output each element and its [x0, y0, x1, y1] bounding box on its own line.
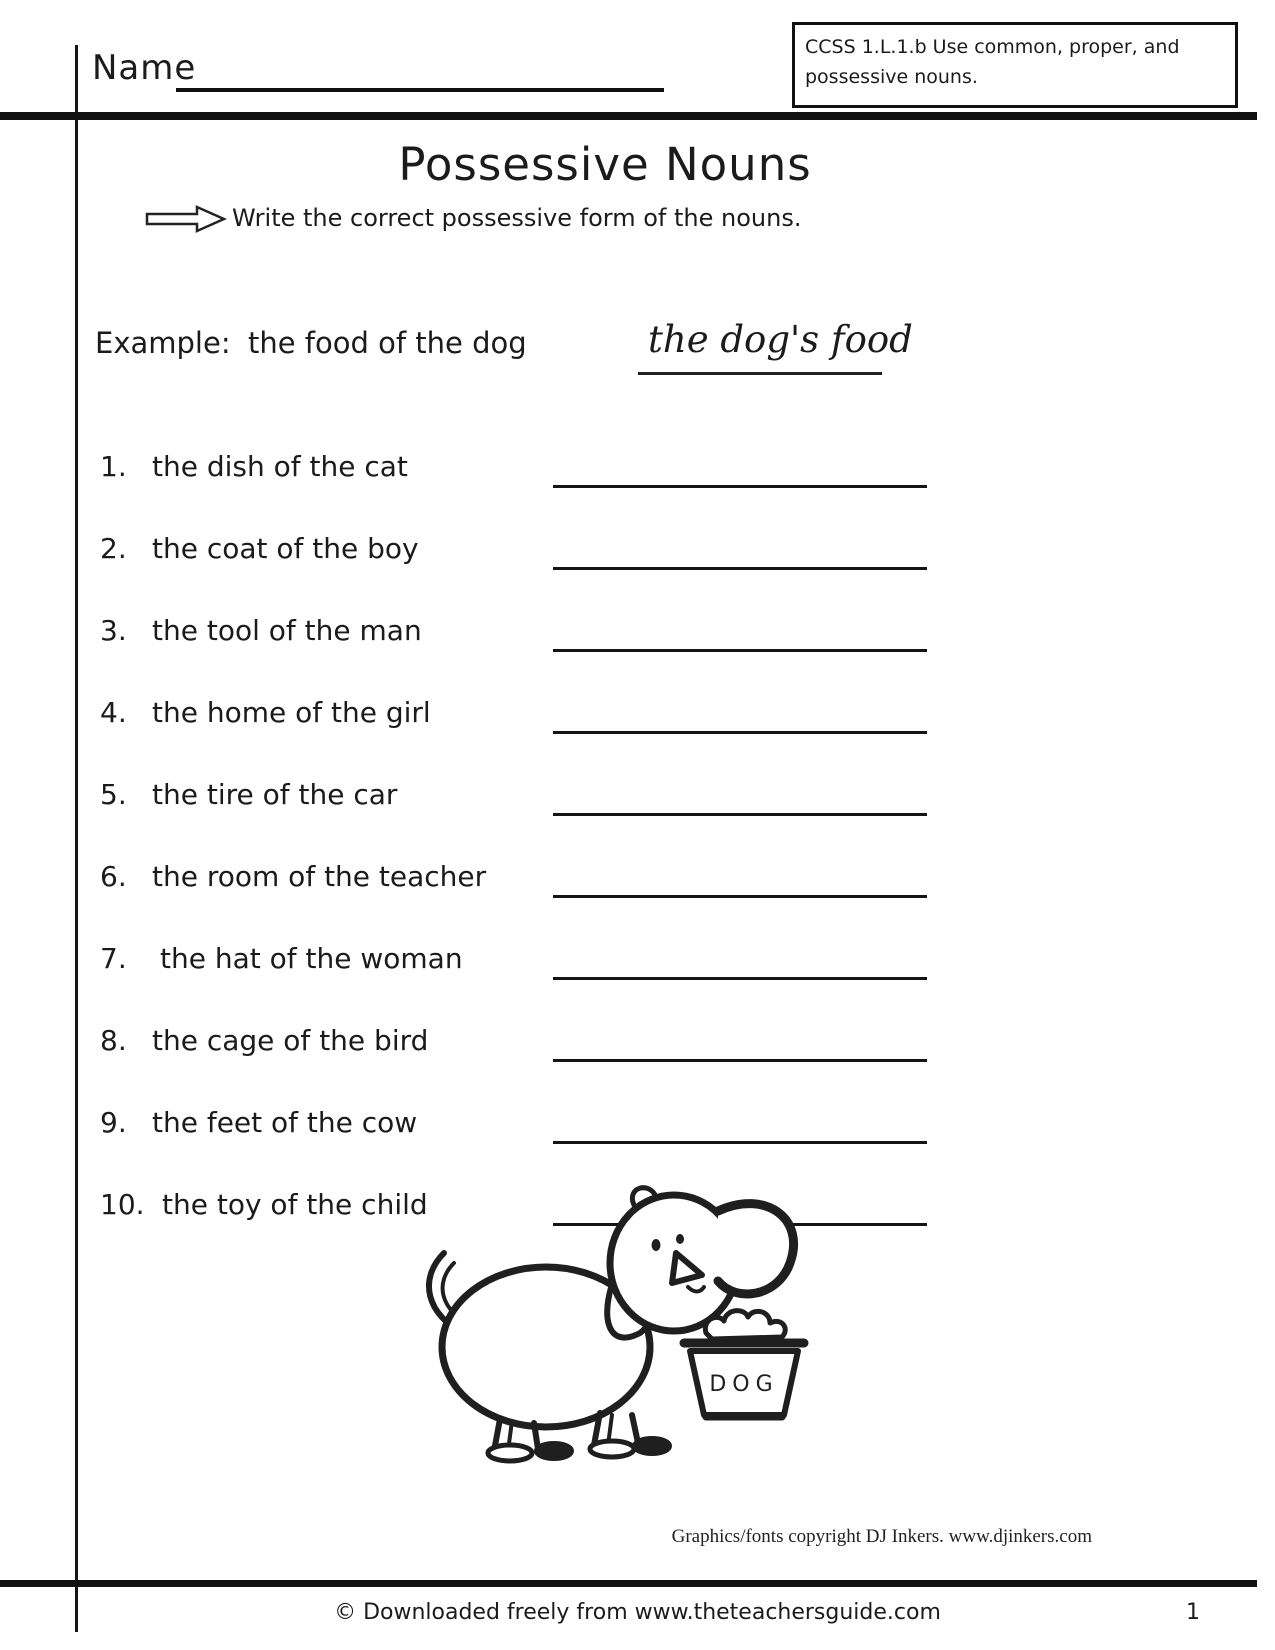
- item-text: the dish of the cat: [152, 450, 408, 483]
- item-number: 6.: [100, 860, 127, 893]
- item-text: the coat of the boy: [152, 532, 419, 565]
- item-text: the tool of the man: [152, 614, 422, 647]
- dog-foot: [536, 1443, 572, 1459]
- answer-blank-7: [553, 950, 927, 980]
- example-answer-handwriting: the dog's food: [648, 318, 913, 361]
- item-number: 3.: [100, 614, 127, 647]
- dog-illustration: [388, 1183, 812, 1467]
- ccss-standard-line2: possessive nouns.: [805, 66, 978, 89]
- item-number: 4.: [100, 696, 127, 729]
- item-number: 5.: [100, 778, 127, 811]
- dog-eye-right: [676, 1234, 684, 1244]
- name-label: Name: [92, 48, 197, 88]
- dog-leg: [632, 1415, 638, 1443]
- page-number: 1: [1186, 1600, 1200, 1625]
- answer-blank-2: [553, 540, 927, 570]
- worksheet-item-2: [0, 532, 1275, 572]
- item-number: 7.: [100, 942, 127, 975]
- item-text: the room of the teacher: [152, 860, 487, 893]
- bowl-label: DOG: [709, 1372, 779, 1397]
- footer-source-text: © Downloaded freely from www.theteachersguide.com: [334, 1600, 941, 1625]
- item-text: the cage of the bird: [152, 1024, 429, 1057]
- answer-blank-3: [553, 622, 927, 652]
- item-text: the toy of the child: [162, 1188, 428, 1221]
- worksheet-item-1: [0, 450, 1275, 490]
- dog-foot: [634, 1438, 670, 1454]
- ccss-standard-box: [792, 22, 1238, 108]
- header-divider-rule: [0, 112, 1257, 120]
- item-text: the tire of the car: [152, 778, 398, 811]
- answer-blank-8: [553, 1032, 927, 1062]
- instruction-text: Write the correct possessive form of the nouns.: [232, 204, 802, 232]
- dog-eye-left: [652, 1239, 661, 1251]
- example-prompt: the food of the dog: [248, 326, 527, 360]
- dog-foot: [488, 1445, 532, 1461]
- worksheet-item-8: [0, 1024, 1275, 1064]
- item-number: 8.: [100, 1024, 127, 1057]
- item-number: 2.: [100, 532, 127, 565]
- item-text: the hat of the woman: [160, 942, 463, 975]
- footer-divider-rule: [0, 1580, 1257, 1587]
- left-margin-rule: [75, 45, 78, 1632]
- answer-blank-4: [553, 704, 927, 734]
- item-text: the home of the girl: [152, 696, 431, 729]
- credits-text: Graphics/fonts copyright DJ Inkers. www.djinkers.com: [671, 1526, 1092, 1547]
- worksheet-item-3: [0, 614, 1275, 654]
- answer-blank-6: [553, 868, 927, 898]
- answer-blank-9: [553, 1114, 927, 1144]
- answer-blank-5: [553, 786, 927, 816]
- worksheet-item-6: [0, 860, 1275, 900]
- page-title: Possessive Nouns: [398, 138, 812, 191]
- name-blank-line: [176, 54, 664, 92]
- worksheet-item-5: [0, 778, 1275, 818]
- worksheet-item-4: [0, 696, 1275, 736]
- item-number: 1.: [100, 450, 127, 483]
- dog-leg: [534, 1423, 538, 1449]
- worksheet-item-9: [0, 1106, 1275, 1146]
- dog-foot: [590, 1441, 634, 1457]
- answer-blank-1: [553, 458, 927, 488]
- item-number: 9.: [100, 1106, 127, 1139]
- worksheet-item-7: [0, 942, 1275, 982]
- item-text: the feet of the cow: [152, 1106, 418, 1139]
- item-number: 10.: [100, 1188, 145, 1221]
- dog-ear: [718, 1204, 794, 1294]
- example-label: Example:: [95, 326, 231, 360]
- arrow-icon: [145, 205, 227, 233]
- ccss-standard-line1: CCSS 1.L.1.b Use common, proper, and: [805, 36, 1180, 58]
